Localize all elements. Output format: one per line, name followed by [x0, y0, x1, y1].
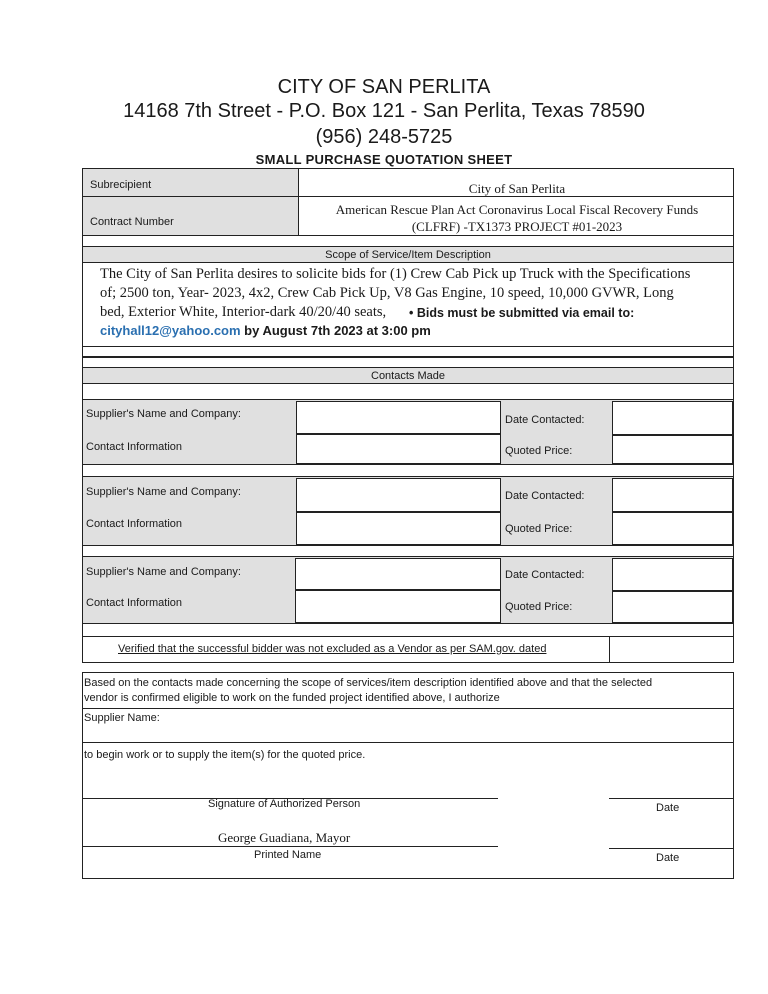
scope-heading-top: [82, 246, 734, 247]
scope-bullet-text: • Bids must be submitted via email to:: [409, 306, 635, 320]
supplier-2-name-field[interactable]: [296, 478, 501, 512]
supplier-1-contact-field[interactable]: [296, 434, 501, 464]
contacts-heading-bottom: [82, 383, 734, 384]
supplier-1-date-field[interactable]: [612, 401, 733, 435]
signature-label: Signature of Authorized Person: [208, 798, 361, 810]
bid-deadline: by August 7th 2023 at 3:00 pm: [240, 323, 431, 338]
supplier-3-date-field[interactable]: [612, 558, 733, 591]
supplier-2-bottom: [82, 545, 734, 546]
city-name: CITY OF SAN PERLITA: [277, 76, 491, 98]
contacts-heading: Contacts Made: [371, 370, 445, 382]
supplier-3-date-label: Date Contacted:: [505, 569, 585, 581]
contract-line-1: American Rescue Plan Act Coronavirus Local Fiscal Recovery Funds: [335, 202, 699, 217]
supplier-2-date-field[interactable]: [612, 478, 733, 512]
city-address: 14168 7th Street - P.O. Box 121 - San Perlita, Texas 78590: [123, 100, 645, 122]
supplier-2-contact-label: Contact Information: [86, 518, 182, 530]
supplier-2-date-label: Date Contacted:: [505, 490, 585, 502]
scope-bottom-line: [82, 346, 734, 347]
supplier-1-date-label: Date Contacted:: [505, 414, 585, 426]
printed-date-line[interactable]: [609, 848, 734, 849]
city-phone: (956) 248-5725: [315, 126, 453, 148]
supplier-1-bottom: [82, 464, 734, 465]
supplier-3-top: [82, 556, 734, 557]
contacts-heading-top: [82, 367, 734, 368]
supplier-1-price-field[interactable]: [612, 435, 733, 464]
verification-text: Verified that the successful bidder was not excluded as a Vendor as per SAM.gov. dated: [118, 643, 547, 655]
contract-line-2: (CLFRF) -TX1373 PROJECT #01-2023: [411, 219, 623, 234]
supplier-3-contact-label: Contact Information: [86, 597, 182, 609]
supplier-3-name-label: Supplier's Name and Company:: [86, 566, 241, 578]
supplier-name-field[interactable]: [180, 710, 730, 740]
info-divider: [298, 168, 299, 235]
supplier-2-price-field[interactable]: [612, 512, 733, 545]
supplier-name-label: Supplier Name:: [84, 712, 160, 724]
supplier-2-contact-field[interactable]: [296, 512, 501, 545]
supplier-2-price-label: Quoted Price:: [505, 523, 573, 535]
signature-date-line[interactable]: [609, 798, 734, 799]
signer-name: George Guadiana, Mayor: [218, 830, 351, 845]
work-authorization-text: to begin work or to supply the item(s) for the quoted price.: [84, 749, 366, 761]
form-title: SMALL PURCHASE QUOTATION SHEET: [255, 152, 513, 167]
supplier-2-name-label: Supplier's Name and Company:: [86, 486, 241, 498]
subrecipient-label: Subrecipient: [90, 179, 152, 191]
authorization-line-2: vendor is confirmed eligible to work on the funded project identified above, I authorize: [84, 692, 500, 704]
scope-heading-bottom: [82, 262, 734, 263]
supplier-1-top: [82, 399, 734, 400]
sam-date-field[interactable]: [610, 637, 733, 662]
supplier-1-contact-label: Contact Information: [86, 441, 182, 453]
scope-line-2: of; 2500 ton, Year- 2023, 4x2, Crew Cab Pick Up, V8 Gas Engine, 10 speed, 10,000 GVWR, Long: [100, 285, 674, 301]
authorization-divider-2: [82, 742, 734, 743]
scope-heading: Scope of Service/Item Description: [325, 249, 491, 261]
supplier-1-name-label: Supplier's Name and Company:: [86, 408, 241, 420]
supplier-3-price-field[interactable]: [612, 591, 733, 623]
contract-number-label: Contract Number: [90, 216, 174, 228]
supplier-1-name-field[interactable]: [296, 401, 501, 434]
supplier-3-name-field[interactable]: [295, 558, 501, 590]
info-bottom-line: [82, 235, 734, 236]
supplier-3-price-label: Quoted Price:: [505, 601, 573, 613]
bid-email-link[interactable]: cityhall12@yahoo.com: [100, 323, 241, 338]
supplier-3-contact-field[interactable]: [295, 590, 501, 623]
scope-line-3: bed, Exterior White, Interior-dark 40/20/40 seats,: [100, 304, 387, 320]
authorization-line-1: Based on the contacts made concerning the scope of services/item description identified above and that the selected: [84, 677, 653, 689]
supplier-2-top: [82, 476, 734, 477]
supplier-1-price-label: Quoted Price:: [505, 445, 573, 457]
printed-date-label: Date: [656, 852, 680, 864]
subrecipient-value: City of San Perlita: [468, 181, 566, 196]
signature-date-label: Date: [656, 802, 680, 814]
printed-name-line: [82, 846, 498, 847]
printed-name-label: Printed Name: [254, 849, 322, 861]
scope-email-line: [100, 323, 431, 338]
supplier-3-bottom: [82, 623, 734, 624]
scope-line-1: The City of San Perlita desires to solicite bids for (1) Crew Cab Pick up Truck with the Specifications: [100, 266, 691, 282]
authorization-divider-1: [82, 708, 734, 709]
